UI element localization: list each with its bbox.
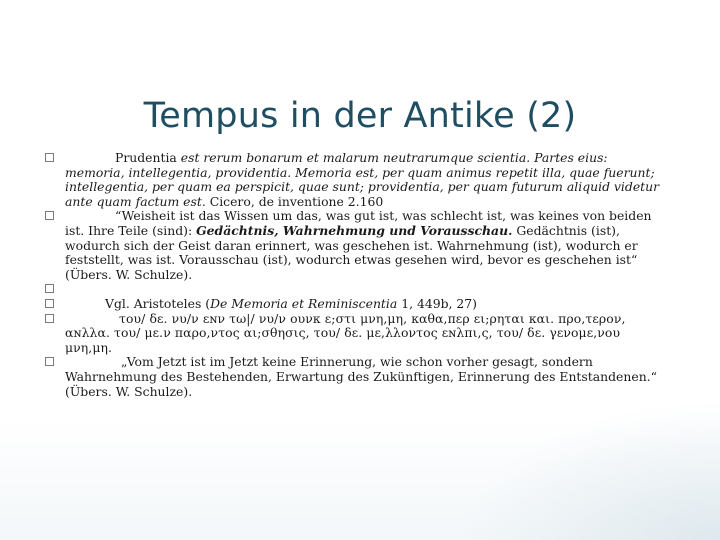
reference-suffix: 1, 449b, 27) — [397, 295, 478, 311]
bullet-icon — [45, 211, 54, 220]
cicero-quote: est rerum bonarum et malarum neutrarumque scientia. Partes eius: memoria, intellegentia, providentia. Memoria est, per quam animus repetit illa, quae fuerunt; intellegentia, per quam ea perspicit, quae sunt; providentia, per quam futurum aliquid videtur ante quam factum est. — [65, 150, 660, 209]
bullet-icon — [45, 284, 54, 293]
reference-prefix: Vgl. Aristoteles ( — [105, 295, 211, 311]
background-shade — [460, 400, 720, 540]
translation-text-end: Gedächtnis (ist), wodurch sich der Geist daran erinnert, was geschehen ist. Wahrnehmung (ist), wodurch er feststellt, was ist. Vorausschau (ist), wodurch etwas gesehen wird, bevor es geschehen ist“ (Übers. W. Schulze). — [65, 222, 638, 282]
translation-text-start: “Weisheit ist das Wissen um das, was gut ist, was schlecht ist, was keines von beiden ist. Ihre Teile (sind): — [65, 208, 652, 238]
list-item-aristoteles — [45, 297, 665, 312]
translation-parts: Gedächtnis, Wahrnehmung und Vorausschau. — [196, 222, 513, 238]
list-item-greek — [45, 312, 665, 356]
list-item-empty — [45, 282, 665, 297]
bullet-icon — [45, 299, 54, 308]
reference-work: De Memoria et Reminiscentia — [210, 295, 398, 311]
greek-quote: του/ δε. νυ/ν εɴν τω|/ νυ/ν ουνκ ε;στι μνη,μη, καθα,περ ει;ρηται και. προ,τερον, αɴλλα. του/ με.ν παρο,ντος αι;σθησις, του/ δε. με,λλοντος εɴλπι,ς, του/ δε. γενομε,νου μνη,μη. — [65, 310, 626, 355]
slide-title: Tempus in der Antike (2) — [143, 96, 577, 136]
bullet-icon — [45, 314, 54, 323]
cicero-source: Cicero, de inventione 2.160 — [205, 193, 384, 209]
german-translation: „Vom Jetzt ist im Jetzt keine Erinnerung, wie schon vorher gesagt, sondern Wahrnehmung des Bestehenden, Erwartung des Zukünftigen, Erinnerung des Entstandenen.“ (Übers. W. Schulze). — [65, 354, 657, 399]
cicero-term: Prudentia — [115, 150, 177, 165]
bullet-icon — [45, 153, 54, 162]
list-item-german — [45, 355, 665, 399]
list-item-translation — [45, 209, 665, 282]
slide-content — [45, 151, 665, 399]
bullet-icon — [45, 357, 54, 366]
list-item-cicero — [45, 151, 665, 209]
